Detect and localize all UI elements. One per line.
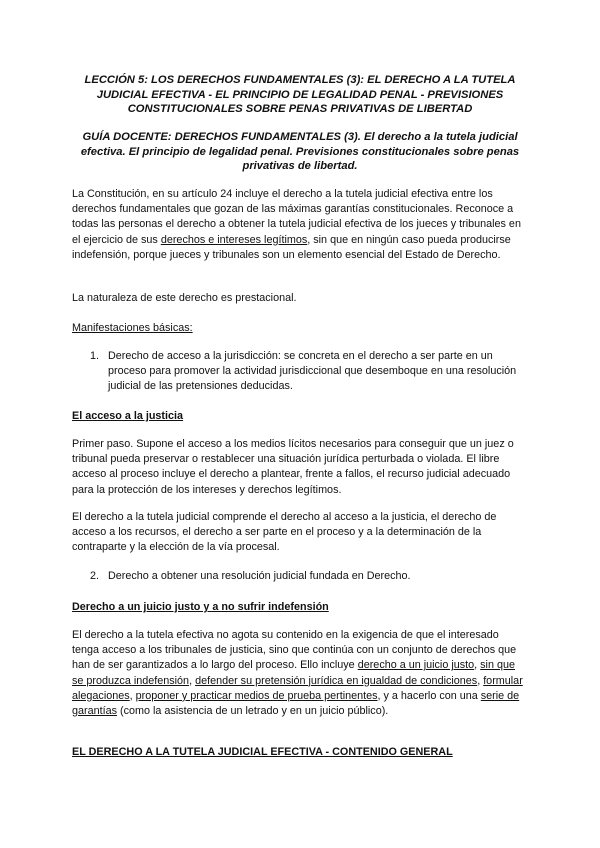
manifestations-heading: Manifestaciones básicas: bbox=[72, 322, 193, 334]
teaching-guide-heading: GUÍA DOCENTE: DERECHOS FUNDAMENTALES (3). El derecho a la tutela judicial efectiva. El principio de legalidad penal. Previsiones constitucionales sobre penas privativas de libertad. bbox=[80, 131, 520, 172]
trial-sep-4: , bbox=[129, 689, 136, 702]
trial-sep-5: , y a hacerlo con una bbox=[377, 689, 481, 702]
trial-heading: Derecho a un juicio justo y a no sufrir indefensión bbox=[72, 601, 329, 613]
list-item-1-number: 1. bbox=[90, 350, 100, 362]
trial-underlined-4: formular alegaciones bbox=[72, 674, 523, 702]
list-item-2-text: Derecho a obtener una resolución judicial fundada en Derecho. bbox=[108, 570, 411, 582]
intro-text-1: La Constitución, en su artículo 24 incluye el derecho a la tutela judicial efectiva entre los derechos fundamentales que gozan de las máximas garantías constitucionales. Reconoce a todas las personas el derecho a obtener la tutela judicial efectiva de los jueces y tribunales en el ejercicio de sus bbox=[72, 188, 521, 246]
trial-sep-2: , bbox=[189, 674, 196, 687]
trial-paragraph bbox=[72, 628, 524, 719]
list-item-2-number: 2. bbox=[90, 570, 100, 582]
access-heading: El acceso a la justicia bbox=[72, 410, 184, 422]
trial-underlined-1: derecho a un juicio justo bbox=[357, 659, 475, 672]
list-item-1 bbox=[90, 349, 522, 395]
intro-underlined-term: derechos e intereses legítimos bbox=[160, 233, 308, 246]
general-content-heading: EL DERECHO A LA TUTELA JUDICIAL EFECTIVA - CONTENIDO GENERAL bbox=[72, 746, 453, 758]
list-item-2 bbox=[90, 569, 522, 584]
trial-underlined-3: defender su pretensión jurídica en igualdad de condiciones bbox=[195, 674, 478, 687]
access-paragraph-2: El derecho a la tutela judicial comprende el derecho al acceso a la justicia, el derecho de acceso a los recursos, el derecho a ser parte en el proceso y a la determinación de la contraparte y la elección de la vía procesal. bbox=[72, 511, 497, 554]
trial-sep-3: , bbox=[477, 674, 484, 687]
list-item-1-text: Derecho de acceso a la jurisdicción: se concreta en el derecho a ser parte en un proceso para promover la actividad jurisdiccional que desemboque en una resolución judicial de las pretensiones deducidas. bbox=[108, 350, 517, 393]
trial-sep-1: , bbox=[474, 659, 481, 672]
trial-underlined-6: serie de garantías bbox=[72, 689, 520, 718]
access-paragraph-1: Primer paso. Supone el acceso a los medios lícitos necesarios para conseguir que un juez o tribunal pueda preservar o restablecer una situación jurídica perturbada o violada. El libre acceso al proceso incluye el derecho a plantear, frente a fallos, el recurso judicial adecuado para la protección de los intereses y derechos legítimos. bbox=[72, 438, 514, 496]
trial-underlined-2: sin que se produzca indefensión bbox=[72, 659, 515, 687]
intro-paragraph bbox=[72, 187, 524, 263]
intro-text-2: , sin que en ningún caso pueda producirse indefensión, porque jueces y tribunales son un elemento esencial del Estado de Derecho. bbox=[72, 233, 511, 261]
lesson-title: LECCIÓN 5: LOS DERECHOS FUNDAMENTALES (3): EL DERECHO A LA TUTELA JUDICIAL EFECTIVA - EL PRINCIPIO DE LEGALIDAD PENAL - PREVISIONES CONSTITUCIONALES SOBRE PENAS PRIVATIVAS DE LIBERTAD bbox=[84, 74, 516, 115]
trial-text-end: (como la asistencia de un letrado y en un juicio público). bbox=[117, 705, 389, 718]
nature-paragraph: La naturaleza de este derecho es prestacional. bbox=[72, 292, 297, 304]
trial-text-1: El derecho a la tutela efectiva no agota su contenido en la exigencia de que el interesado tenga acceso a los tribunales de justicia, sino que continúa con un conjunto de derechos que han de ser garantizados a lo largo del proceso. Ello incluye bbox=[72, 629, 517, 672]
trial-underlined-5: proponer y practicar medios de prueba pertinentes bbox=[135, 689, 378, 702]
